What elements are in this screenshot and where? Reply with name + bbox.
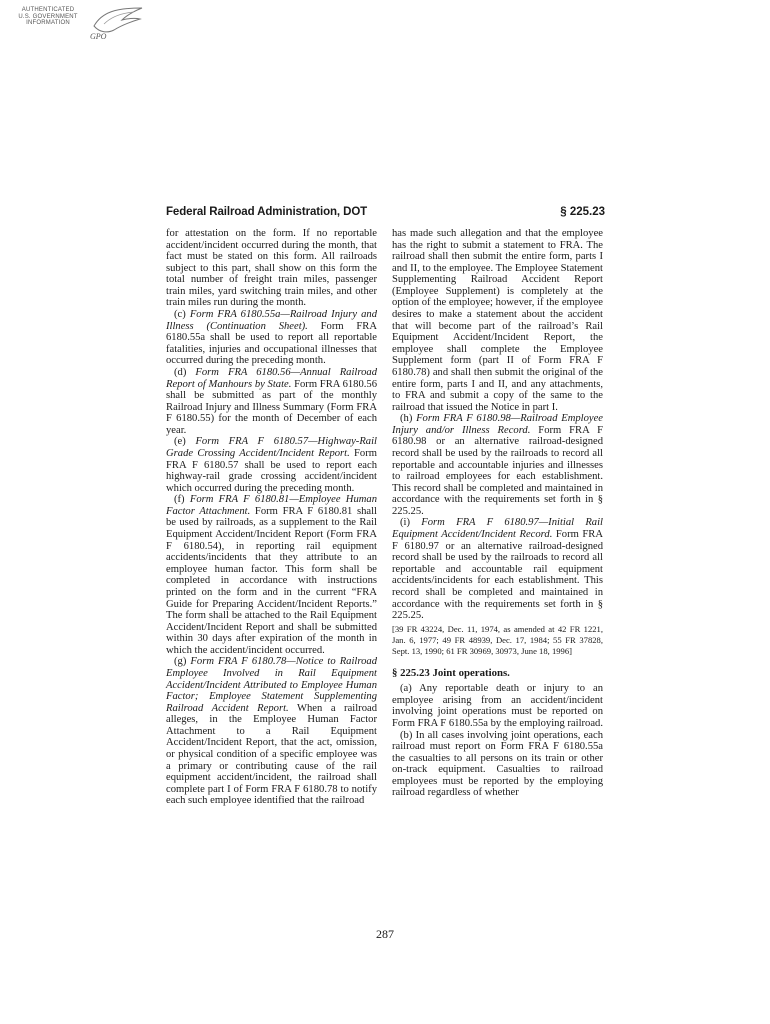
paragraph-d (166, 367, 377, 436)
paragraph-joint-b: (b) In all cases involving joint operations, each railroad must report on Form FRA F 6180.55a the casualties to all persons on its train or other on-track equipment. Casualties to railroad employees must be reported by the employing railroad regardless of whether (392, 729, 603, 799)
form-title: Form FRA 6180.56—Annual Railroad Report of Manhours by State. (166, 366, 377, 390)
paragraph-lead: (h) (400, 413, 417, 425)
paragraph-c (166, 309, 377, 367)
paragraph-text: for attestation on the form. If no reportable accident/incident occurred during the month, that fact must be stated on this form. All railroads subject to this part, shall show on this form the total number of freight train miles, passenger train miles, yard switching train miles, and other train miles run during the month. (166, 228, 377, 309)
paragraph-lead: (f) (174, 494, 190, 506)
paragraph-i (392, 517, 603, 621)
paragraph-lead: (i) (400, 517, 422, 529)
paragraph-text: Form FRA F 6180.81 shall be used by railroads, as a supplement to the Rail Equipment Accident/Incident Report (Form FRA F 6180.54), in reporting rail equipment accidents/incidents that they attribute to an employee human factor. This form shall be completed in accordance with instructions printed on the form and in the current “FRA Guide for Preparing Accident/Incident Reports.” The form shall be attached to the Rail Equipment Accident/Incident Report and shall be submitted within 30 days after expiration of the month in which the accident/incident occurred. (166, 505, 377, 656)
paragraph-lead: (e) (174, 436, 196, 448)
paragraph-text: Form FRA 6180.55a shall be used to report all reportable fatalities, injuries and occupational illnesses that occurred during the preceding month. (166, 320, 377, 367)
paragraph-lead: (d) (174, 366, 196, 378)
paragraph-text: Form FRA F 6180.97 or an alternative railroad-designed record shall be used by the railroads to record all reportable and accountable rail equipment accidents/incidents for each establishment. This record shall be completed and maintained in accordance with the requirements set forth in § 225.25. (392, 529, 603, 622)
gpo-logo: GPO (90, 32, 107, 41)
gpo-line-1: AUTHENTICATED (21, 7, 75, 13)
form-title: Form FRA F 6180.97—Initial Rail Equipment Accident/Incident Record. (392, 517, 603, 541)
paragraph-h (392, 413, 603, 517)
gpo-authentication-seal (6, 6, 146, 50)
paragraph-continuation (166, 228, 377, 309)
paragraph-continuation (392, 228, 603, 413)
paragraph-g (166, 656, 377, 807)
gpo-line-2: U.S. GOVERNMENT (18, 13, 78, 20)
running-head-agency: Federal Railroad Administration, DOT (166, 206, 368, 218)
section-heading: § 225.23 Joint operations. (392, 666, 510, 679)
running-head-section: § 225.23 (560, 206, 605, 218)
form-title: Form FRA F 6180.57—Highway-Rail Grade Crossing Accident/Incident Report. (166, 436, 377, 459)
form-title: Form FRA F 6180.81—Employee Human Factor Attachment. (166, 494, 377, 517)
page-number: 287 (376, 927, 394, 941)
source-citation: [39 FR 43224, Dec. 11, 1974, as amended at 42 FR 1221, Jan. 6, 1977; 49 FR 48939, Dec. 17, 1984; 55 FR 37828, Sept. 13, 1990; 61 FR 30969, 30973, June 18, 1996] (392, 623, 603, 656)
paragraph-text: Form FRA F 6180.98 or an alternative railroad-designed record shall be used by the railroads to record all reportable and accountable injuries and illnesses to railroad employees for each establishment. This record shall be completed and maintained in accordance with the requirements set forth in § 225.25. (392, 424, 603, 517)
paragraph-f (166, 494, 377, 656)
paragraph-text: has made such allegation and that the employee has the right to submit a statement to FRA. The railroad shall then submit the entire form, parts I and II, to the employee. The Employee Statement Supplementing Railroad Accident Report (Employee Supplement) is completely at the option of the employee; however, if the employee desires to make a statement about the accident that will become part of the railroad’s Rail Equipment Accident/Incident Report, the employee shall complete the Employee Supplement form (part II of Form FRA F 6180.78) and shall then submit the original of the entire form, parts I and II, and any attachments, to FRA and submit a copy of the same to the railroad that issued the Notice in part I. (392, 228, 603, 413)
gpo-line-3: INFORMATION (26, 20, 70, 27)
paragraph-text: Form FRA 6180.56 shall be submitted as part of the monthly Railroad Injury and Illness Summary (Form FRA F 6180.55) for the month of December of each year. (166, 378, 377, 436)
form-title: Form FRA 6180.55a—Railroad Injury and Illness (Continuation Sheet). (166, 309, 377, 332)
paragraph-e (166, 436, 377, 494)
paragraph-text: Form FRA F 6180.57 shall be used to report each highway-rail grade crossing accident/incident which occurred during the preceding month. (166, 447, 377, 494)
paragraph-lead: (c) (174, 309, 190, 321)
paragraph-lead: (g) (174, 656, 191, 668)
form-title: Form FRA F 6180.98—Railroad Employee Injury and/or Illness Record. (392, 413, 603, 436)
form-title: Form FRA F 6180.78—Notice to Railroad Employee Involved in Rail Equipment Accident/Incident Attributed to Employee Human Factor; Employee Statement Supplementing Railroad Accident Report. (166, 656, 377, 714)
left-column (166, 228, 377, 807)
right-column (392, 228, 603, 799)
paragraph-text: When a railroad alleges, in the Employee Human Factor Attachment to a Rail Equipment Accident/Incident Report, that the act, omission, or physical condition of a specific employee was a primary or contributing cause of the rail equipment accident/incident, the railroad shall complete part I of Form FRA F 6180.78 to notify each such employee identified that the railroad (166, 702, 377, 807)
paragraph-joint-a: (a) Any reportable death or injury to an employee arising from an accident/incident involving joint operations must be reported on Form FRA F 6180.55a by the employing railroad. (392, 683, 603, 729)
gpo-seal-text (6, 7, 90, 27)
